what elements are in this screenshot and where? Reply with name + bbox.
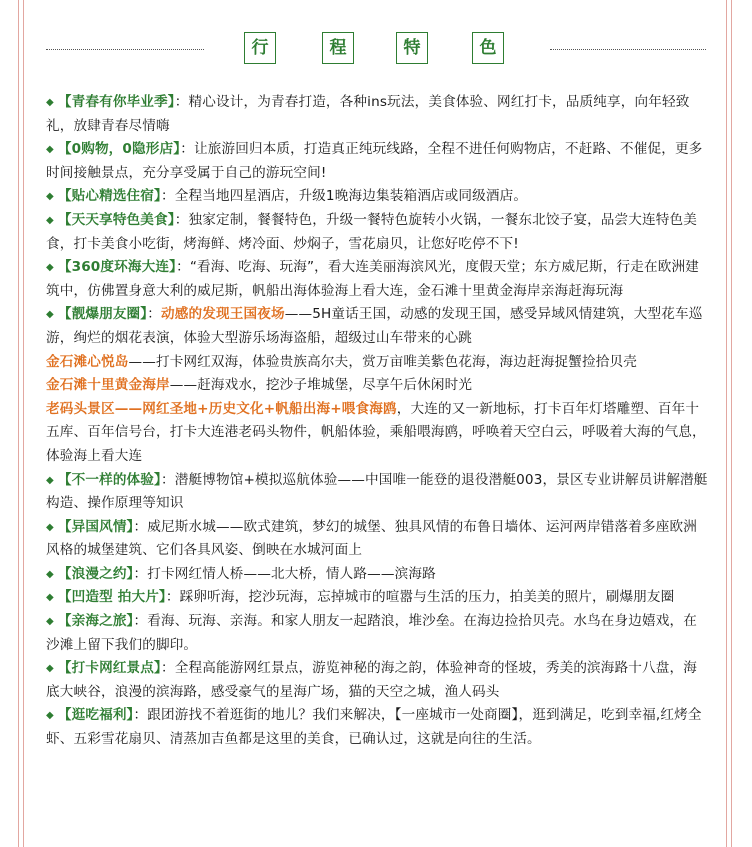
diamond-bullet-icon: ◆ <box>46 262 54 274</box>
diamond-bullet-icon: ◆ <box>46 663 54 675</box>
feature-item <box>46 469 710 516</box>
diamond-bullet-icon: ◆ <box>46 144 54 156</box>
feature-text: 威尼斯水城——欧式建筑，梦幻的城堡、独具风情的布鲁日墙体、运河两岸错落着多座欧洲风格的城堡建筑、它们各具风姿、倒映在水城河面上 <box>46 518 698 559</box>
feature-text: 潜艇博物馆+模拟巡航体验——中国唯一能登的退役潜艇003，景区专业讲解员讲解潜艇构造、操作原理等知识 <box>46 471 708 512</box>
diamond-bullet-icon: ◆ <box>46 214 54 226</box>
diamond-bullet-icon: ◆ <box>46 616 54 628</box>
feature-separator: ： <box>161 471 175 488</box>
feature-item <box>46 185 710 209</box>
feature-subitem <box>46 374 710 398</box>
feature-label: 【打卡网红景点】 <box>57 660 161 677</box>
feature-text: 全程高能游网红景点，游览神秘的海之韵，体验神奇的怪坡，秀美的滨海路十八盘，海底大峡谷，浪漫的滨海路，感受豪气的星海广场，猫的天空之城，渔人码头 <box>46 660 698 700</box>
diamond-bullet-icon: ◆ <box>46 309 54 321</box>
title-divider-left <box>46 49 204 50</box>
feature-item <box>46 704 710 751</box>
feature-item <box>46 610 710 657</box>
diamond-bullet-icon: ◆ <box>46 521 54 533</box>
feature-text: 全程当地四星酒店，升级1晚海边集装箱酒店或同级酒店。 <box>174 188 528 205</box>
feature-text: 看海、玩海、亲海。和家人朋友一起踏浪，堆沙垒。在海边捡拾贝壳。水鸟在身边嬉戏，在沙滩上留下我们的脚印。 <box>46 613 698 653</box>
feature-label: 【贴心精选住宿】 <box>57 188 161 205</box>
feature-separator: ： <box>161 660 175 677</box>
feature-separator: ： <box>133 518 148 535</box>
diamond-bullet-icon: ◆ <box>46 592 54 604</box>
feature-separator: ： <box>133 707 148 724</box>
feature-item <box>46 563 710 587</box>
feature-text: 让旅游回归本质，打造真正纯玩线路，全程不进任何购物店，不赶路、不催促，更多时间接触景点，充分享受属于自己的游玩空间! <box>46 141 703 181</box>
feature-label: 【异国风情】 <box>57 518 134 535</box>
feature-text: 独家定制，餐餐特色，升级一餐特色旋转小火锅，一餐东北饺子宴，品尝大连特色美食，打卡美食小吃街，烤海鲜、烤冷面、炒焖子，雪花扇贝，让您好吃停不下! <box>46 211 698 252</box>
feature-item <box>46 586 710 610</box>
feature-text: ，大连的又一新地标，打卡百年灯塔雕塑、百年十五库、百年信号台，打卡大连港老码头物件，帆船体验，乘船喂海鸥，呼唤着天空白云，呼吸着大海的气息，体验海上看大连 <box>46 400 706 464</box>
feature-subitem <box>46 351 710 375</box>
feature-text: ——赶海戏水，挖沙子堆城堡，尽享午后休闲时光 <box>169 377 473 394</box>
feature-label: 【天天享特色美食】 <box>57 211 175 228</box>
diamond-bullet-icon: ◆ <box>46 710 54 722</box>
feature-separator: ： <box>133 565 148 582</box>
feature-text: 精心设计，为青春打造，各种ins玩法，美食体验、网红打卡，品质纯享，向年轻致礼，放肆青春尽情嗨 <box>46 94 690 134</box>
feature-label: 【靓爆朋友圈】 <box>57 306 148 323</box>
feature-label: 【凹造型 拍大片】 <box>57 589 166 606</box>
feature-item <box>46 516 710 563</box>
feature-separator: ： <box>161 188 175 205</box>
title-divider-right <box>550 49 706 50</box>
feature-label: 【亲海之旅】 <box>57 613 134 630</box>
diamond-bullet-icon: ◆ <box>46 97 54 108</box>
feature-highlight: 动感的发现王国夜场 <box>161 306 285 323</box>
diamond-bullet-icon: ◆ <box>46 474 54 486</box>
feature-label: 【青春有你毕业季】 <box>57 94 175 110</box>
title-char-box: 程 <box>322 32 354 64</box>
feature-subitem <box>46 398 710 469</box>
diamond-bullet-icon: ◆ <box>46 191 54 203</box>
feature-text: “看海、吃海、玩海”，看大连美丽海滨风光，度假天堂；东方威尼斯，行走在欧洲建筑中，仿佛置身意大利的威尼斯，帆船出海体验海上看大连，金石滩十里黄金海岸亲海赶海玩海 <box>46 259 699 299</box>
feature-highlight: 金石滩心悦岛 <box>46 353 129 370</box>
feature-text: ——5H童话王国，动感的发现王国，感受异域风情建筑，大型花车巡游，绚烂的烟花表演，体验大型游乐场海盗船，超级过山车带来的心跳 <box>46 306 703 346</box>
feature-item <box>46 256 710 303</box>
feature-label: 【浪漫之约】 <box>57 565 134 582</box>
feature-item <box>46 657 710 704</box>
feature-separator: ： <box>174 211 189 228</box>
feature-separator: ： <box>165 589 180 606</box>
feature-text: 跟团游找不着逛街的地儿？我们来解决，【一座城市一处商圈】，逛到满足，吃到幸福,红烤全虾、五彩雪花扇贝、清蒸加吉鱼都是这里的美食，已确认过，这就是向往的生活。 <box>46 707 702 748</box>
feature-label: 【逛吃福利】 <box>57 707 134 724</box>
diamond-bullet-icon: ◆ <box>46 568 54 580</box>
title-char-box: 特 <box>396 32 428 64</box>
feature-item <box>46 138 710 185</box>
feature-item <box>46 209 710 256</box>
title-char-box: 行 <box>244 32 276 64</box>
feature-highlight: 老码头景区——网红圣地+历史文化+帆船出海+喂食海鸥 <box>46 400 397 417</box>
feature-separator: ： <box>174 94 189 110</box>
feature-separator: ： <box>147 306 161 323</box>
feature-label: 【不一样的体验】 <box>57 471 161 488</box>
feature-item <box>46 303 710 350</box>
feature-text: 踩卵听海，挖沙玩海，忘掉城市的喧嚣与生活的压力，拍美美的照片，刷爆朋友圈 <box>179 589 675 606</box>
feature-separator: ： <box>180 141 194 158</box>
feature-highlight: 金石滩十里黄金海岸 <box>46 377 170 394</box>
feature-separator: ： <box>176 259 190 276</box>
feature-separator: ： <box>133 613 148 630</box>
feature-label: 【360度环海大连】 <box>57 259 177 276</box>
title-char-box: 色 <box>472 32 504 64</box>
feature-text: ——打卡网红双海，体验贵族高尔夫，赏万亩唯美紫色花海，海边赶海捉蟹捡拾贝壳 <box>128 353 637 370</box>
feature-item <box>46 91 710 138</box>
section-title <box>0 30 752 68</box>
feature-label: 【0购物，0隐形店】 <box>57 141 181 158</box>
feature-text: 打卡网红情人桥——北大桥，情人路——滨海路 <box>147 565 436 582</box>
feature-list <box>46 91 710 752</box>
